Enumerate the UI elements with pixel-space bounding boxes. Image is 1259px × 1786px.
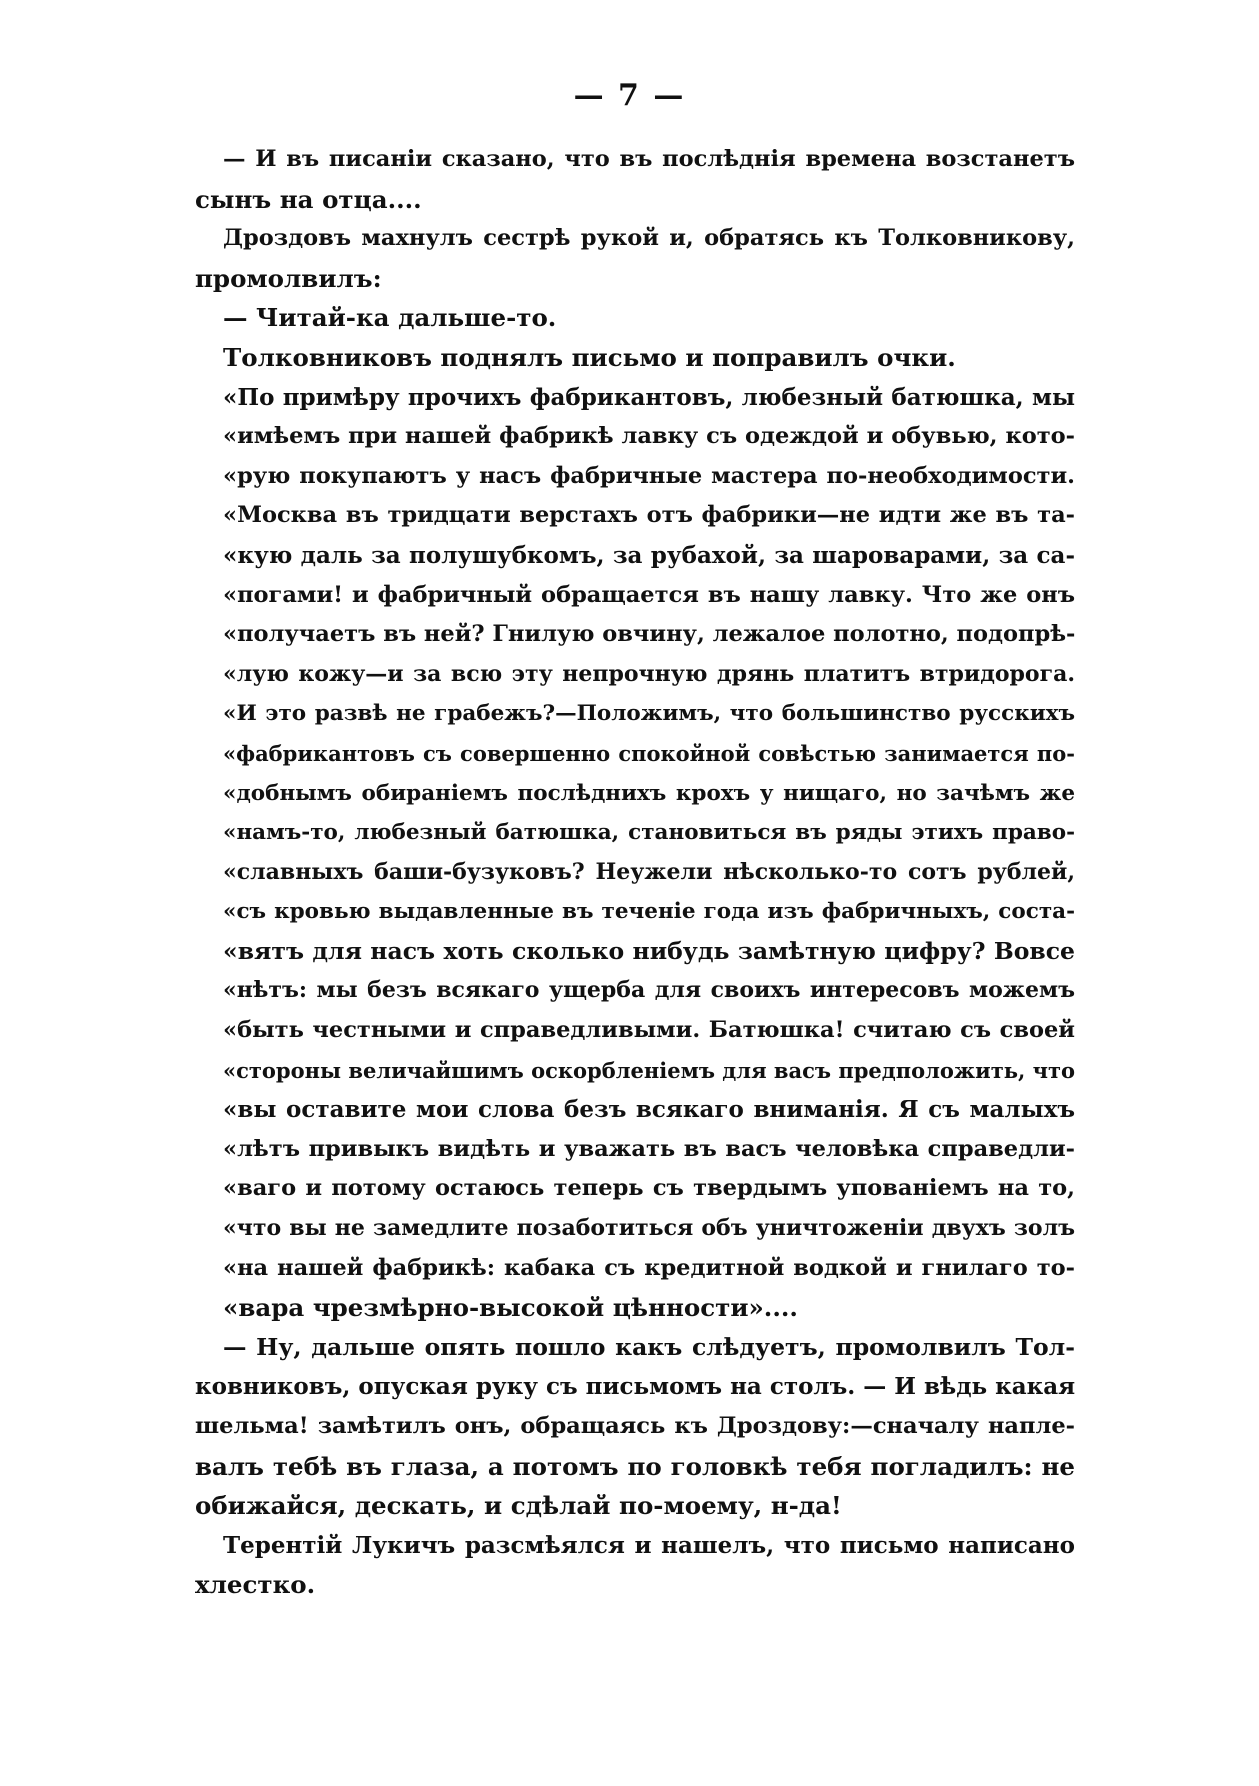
body-text: [195, 140, 1075, 1605]
text-line: «вара чрезмѣрно-высокой цѣнности»....: [223, 1293, 798, 1323]
text-line: Толковниковъ поднялъ письмо и поправилъ очки.: [223, 342, 956, 372]
text-line: «вятъ для насъ хоть сколько нибудь замѣтную цифру? Вовсе: [223, 936, 1075, 965]
text-line: «ваго и потому остаюсь теперь съ твердымъ упованіемъ на то,: [223, 1175, 1075, 1202]
text-line: «Москва въ тридцати верстахъ отъ фабрики—не идти же въ та-: [223, 502, 1075, 529]
text-line: «фабрикантовъ съ совершенно спокойной совѣстью занимается по-: [223, 740, 1075, 766]
text-line: «намъ-то, любезный батюшка, становиться въ ряды этихъ право-: [223, 820, 1075, 846]
text-line: хлестко.: [195, 1570, 316, 1600]
text-line: обижайся, дескать, и сдѣлай по-моему, н-да!: [195, 1491, 842, 1521]
text-line: Дроздовъ махнулъ сестрѣ рукой и, обратясь къ Толковникову,: [223, 225, 1075, 252]
text-line: — Читай-ка дальше-то.: [223, 303, 557, 333]
text-line: «По примѣру прочихъ фабрикантовъ, любезный батюшка, мы: [223, 383, 1075, 411]
text-line: «добнымъ обираніемъ послѣднихъ крохъ у нищаго, но зачѣмъ же: [223, 780, 1075, 806]
text-line: «на нашей фабрикѣ: кабака съ кредитной водкой и гнилаго то-: [223, 1254, 1075, 1281]
text-line: — Ну, дальше опять пошло какъ слѣдуетъ, промолвилъ Тол-: [223, 1332, 1075, 1361]
text-line: «погами! и фабричный обращается въ нашу лавку. Что же онъ: [223, 581, 1075, 608]
text-line: «славныхъ баши-бузуковъ? Неужели нѣсколько-то сотъ рублей,: [223, 858, 1075, 885]
text-line: «лую кожу—и за всю эту непрочную дрянь платитъ втридорога.: [223, 660, 1075, 687]
text-line: «рую покупаютъ у насъ фабричные мастера по-необходимости.: [223, 462, 1075, 489]
text-line: ковниковъ, опуская руку съ письмомъ на столъ. — И вѣдь какая: [195, 1373, 1076, 1401]
text-line: «что вы не замедлите позаботиться объ уничтоженіи двухъ золъ: [223, 1215, 1075, 1242]
text-line: валъ тебѣ въ глаза, а потомъ по головкѣ тебя погладилъ: не: [195, 1451, 1075, 1481]
text-line: «стороны величайшимъ оскорбленіемъ для васъ предположить, что: [223, 1057, 1075, 1083]
text-line: шельма! замѣтилъ онъ, обращаясь къ Дроздову:—сначалу напле-: [195, 1413, 1075, 1439]
text-line: «кую даль за полушубкомъ, за рубахой, за шароварами, за са-: [223, 541, 1075, 569]
text-line: «имѣемъ при нашей фабрикѣ лавку съ одеждой и обувью, кото-: [223, 423, 1075, 450]
text-line: — И въ писаніи сказано, что въ послѣднія времена возстанетъ: [223, 146, 1075, 172]
text-line: «лѣтъ привыкъ видѣть и уважать въ васъ человѣка справедли-: [223, 1135, 1075, 1162]
text-line: промолвилъ:: [195, 263, 382, 293]
text-line: «получаетъ въ ней? Гнилую овчину, лежалое полотно, подопрѣ-: [223, 621, 1076, 648]
text-line: «съ кровью выдавленные въ теченіе года изъ фабричныхъ, соста-: [223, 899, 1075, 925]
text-line: «нѣтъ: мы безъ всякаго ущерба для своихъ интересовъ можемъ: [223, 977, 1075, 1004]
text-line: Терентій Лукичъ разсмѣялся и нашелъ, что письмо написано: [223, 1531, 1075, 1559]
text-line: «вы оставите мои слова безъ всякаго вниманія. Я съ малыхъ: [223, 1096, 1075, 1124]
page-number: — 7 —: [573, 78, 686, 113]
text-line: «И это развѣ не грабежъ?—Положимъ, что большинство русскихъ: [223, 701, 1075, 727]
text-line: сынъ на отца....: [195, 184, 422, 214]
text-line: «быть честными и справедливыми. Батюшка! считаю съ своей: [223, 1017, 1075, 1044]
